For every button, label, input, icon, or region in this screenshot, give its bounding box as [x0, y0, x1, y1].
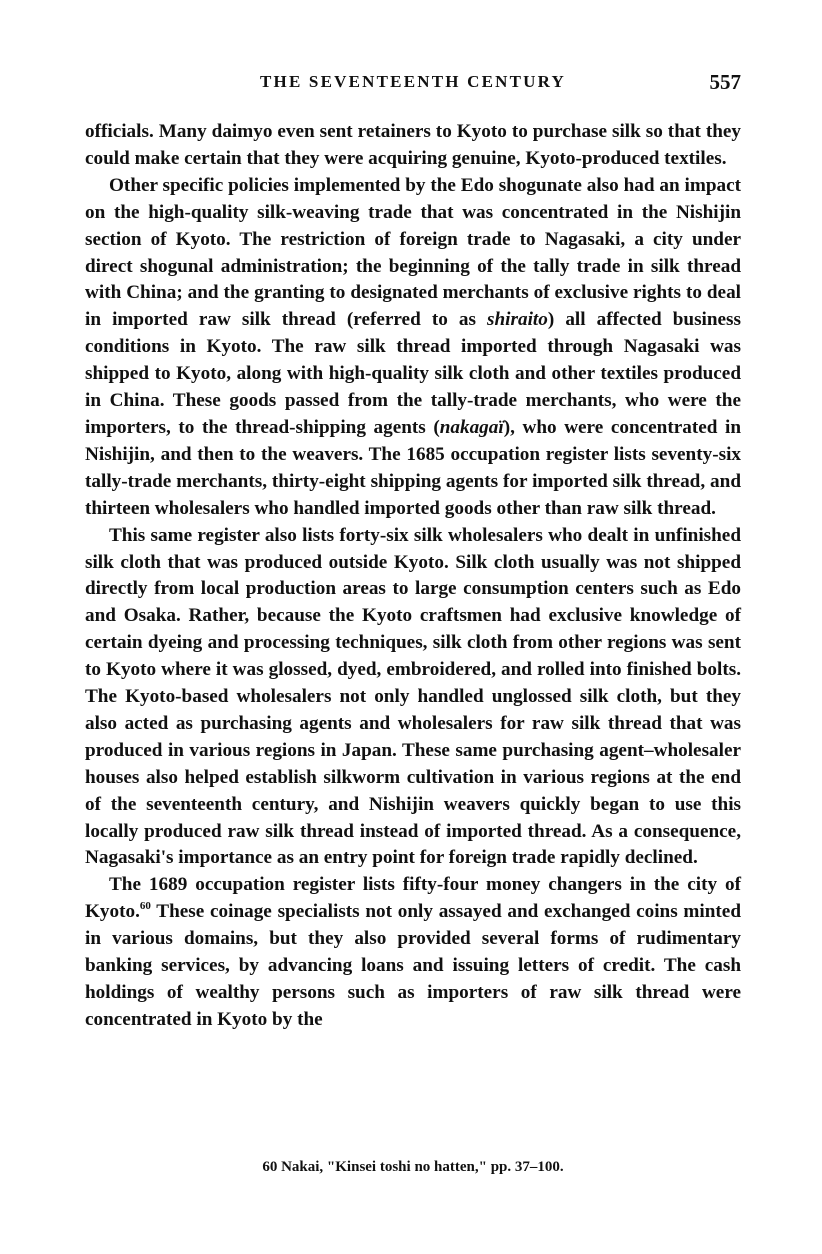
paragraph-2-part-c: ), who were concentrated in Nishijin, and then to the weavers. The 1685 occupation register lists seventy-six tally-trade merchants, thirty-eight shipping agents for imported silk thread, and thirteen wholesalers who handled imported goods other than raw silk thread. — [85, 416, 741, 519]
paragraph-4-part-a: The 1689 occupation register lists fifty-four money changers in the city of Kyoto. — [85, 874, 741, 923]
paragraph-2 — [85, 173, 741, 523]
paragraph-2-part-b: ) all affected business conditions in Kyoto. The raw silk thread imported through Nagasaki was shipped to Kyoto, along with high-quality silk cloth and other textiles produced in China. These goods passed from the tally-trade merchants, who were the importers, to the thread-shipping agents ( — [85, 309, 741, 438]
term-shiraito: shiraito — [487, 309, 548, 331]
page-header — [85, 72, 741, 102]
term-nakagai: nakagaï — [439, 416, 504, 438]
paragraph-3: This same register also lists forty-six silk wholesalers who dealt in unfinished silk cloth that was produced outside Kyoto. Silk cloth usually was not shipped directly from local production areas to large consumption centers such as Edo and Osaka. Rather, because the Kyoto craftsmen had exclusive knowledge of certain dyeing and processing techniques, silk cloth from other regions was sent to Kyoto where it was glossed, dyed, embroidered, and rolled into finished bolts. The Kyoto-based wholesalers not only handled unglossed silk cloth, but they also acted as purchasing agents and wholesalers for raw silk thread that was produced in various regions in Japan. These same purchasing agent–wholesaler houses also helped establish silkworm cultivation in various regions at the end of the seventeenth century, and Nishijin weavers quickly began to use this locally produced raw silk thread instead of imported thread. As a consequence, Nagasaki's importance as an entry point for foreign trade rapidly declined. — [85, 524, 741, 869]
paragraph-4-part-b: These coinage specialists not only assayed and exchanged coins minted in various domains, but they also provided several forms of rudimentary banking services, by advancing loans and issuing letters of credit. The cash holdings of wealthy persons such as importers of raw silk thread were concentrated in Kyoto by the — [85, 901, 741, 1030]
paragraph-4 — [85, 872, 741, 1033]
paragraph-1: officials. Many daimyo even sent retainers to Kyoto to purchase silk so that they could make certain that they were acquiring genuine, Kyoto-produced textiles. — [85, 121, 741, 169]
page-number: 557 — [709, 70, 741, 94]
paragraph-2-part-a: Other specific policies implemented by the Edo shogunate also had an impact on the high-quality silk-weaving trade that was concentrated in the Nishijin section of Kyoto. The restriction of foreign trade to Nagasaki, a city under direct shogunal administration; the beginning of the tally trade in silk thread with China; and the granting to designated merchants of exclusive rights to deal in imported raw silk thread (referred to as — [85, 174, 741, 331]
footnote-reference[interactable]: 60 — [139, 900, 151, 913]
body-text — [85, 119, 741, 1034]
running-head: THE SEVENTEENTH CENTURY — [259, 72, 566, 91]
footnote: 60 Nakai, "Kinsei toshi no hatten," pp. 37–100. — [262, 1159, 564, 1175]
